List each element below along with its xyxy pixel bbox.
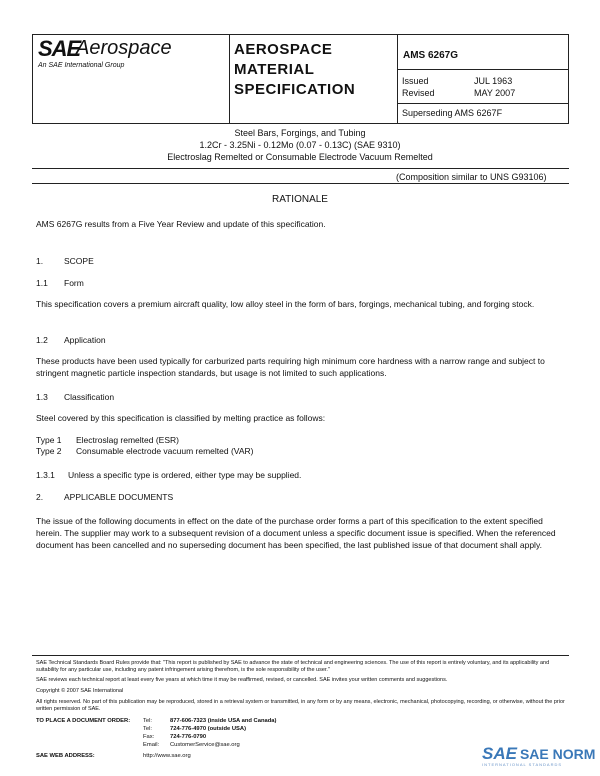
fax-value: 724-776-0790 bbox=[170, 734, 207, 740]
revised-value: MAY 2007 bbox=[474, 88, 516, 98]
issued-label: Issued bbox=[402, 76, 429, 86]
web-label: SAE WEB ADDRESS: bbox=[36, 753, 95, 759]
issued-value: JUL 1963 bbox=[474, 76, 513, 86]
title-line: SPECIFICATION bbox=[234, 81, 356, 98]
logo-subtitle: An SAE International Group bbox=[38, 62, 125, 69]
watermark-norm: SAE NORM bbox=[519, 746, 596, 762]
email-value: CustomerService@sae.org bbox=[170, 742, 240, 748]
tel-label: Tel: bbox=[143, 718, 153, 724]
type-value: Electroslag remelted (ESR) bbox=[76, 435, 179, 445]
sae-logo: SAE bbox=[38, 36, 81, 61]
divider bbox=[32, 183, 569, 184]
divider bbox=[229, 35, 230, 123]
title-line: AEROSPACE bbox=[234, 41, 333, 58]
section-number: 2. bbox=[36, 492, 44, 502]
rationale-text: AMS 6267G results from a Five Year Review and update of this specification. bbox=[36, 219, 326, 229]
superseding-note: Superseding AMS 6267F bbox=[402, 108, 503, 118]
section-title: SCOPE bbox=[64, 256, 94, 266]
subject-line-3: Electroslag Remelted or Consumable Electrode Vacuum Remelted bbox=[167, 152, 433, 162]
section-2-text: The issue of the following documents in effect on the date of the purchase order forms a part of this specification to the extent specified herein. The supplier may work to a subsequent revision of a document unless a specific document issue is specified. When the referenced document has been cancelled and no superseding document has been specified, the last published issue of that document shall apply. bbox=[36, 516, 556, 550]
divider bbox=[32, 168, 569, 169]
section-title: APPLICABLE DOCUMENTS bbox=[64, 492, 174, 502]
footer-rules: SAE Technical Standards Board Rules provide that: "This report is published by SAE to advance the state of technical and engineering sciences. The use of this report is entirely voluntary, and its applicability and suitability for any particular use, including any patent infringement arising therefrom, is the sole responsibility of the user." bbox=[36, 660, 550, 673]
section-1-heading bbox=[36, 256, 94, 266]
type-2-row bbox=[36, 446, 253, 456]
subject-line-2: 1.2Cr - 3.25Ni - 0.12Mo (0.07 - 0.13C) (SAE 9310) bbox=[199, 140, 401, 150]
web-value: http://www.sae.org bbox=[143, 753, 191, 759]
section-1-2-heading bbox=[36, 335, 106, 345]
section-number: 1.2 bbox=[36, 335, 48, 345]
section-1-2-text: These products have been used typically for carburized parts requiring high minimum core hardness with a narrow range and subject to stringent magnetic particle inspection standards, but usage is not limited to such applications. bbox=[36, 356, 545, 378]
footer-divider bbox=[32, 655, 569, 656]
section-title: Application bbox=[64, 335, 106, 345]
section-number: 1.3.1 bbox=[36, 470, 55, 480]
divider bbox=[397, 69, 569, 70]
rationale-heading: RATIONALE bbox=[272, 194, 328, 205]
section-1-1-heading bbox=[36, 278, 84, 288]
watermark-sae: SAE bbox=[482, 744, 517, 763]
document-title bbox=[234, 40, 355, 100]
section-title: Form bbox=[64, 278, 84, 288]
email-label: Email: bbox=[143, 742, 160, 748]
footer-copyright: Copyright © 2007 SAE International bbox=[36, 688, 124, 694]
tel-value: 877-606-7323 (inside USA and Canada) bbox=[170, 718, 277, 724]
type-key: Type 1 bbox=[36, 435, 62, 445]
ams-number: AMS 6267G bbox=[403, 50, 459, 61]
type-value: Consumable electrode vacuum remelted (VAR) bbox=[76, 446, 254, 456]
type-1-row bbox=[36, 435, 179, 445]
order-label: TO PLACE A DOCUMENT ORDER: bbox=[36, 718, 131, 724]
section-number: 1.3 bbox=[36, 392, 48, 402]
section-1-1-text: This specification covers a premium aircraft quality, low alloy steel in the form of bars, forgings, mechanical tubing, and forging stock. bbox=[36, 299, 535, 309]
section-number: 1.1 bbox=[36, 278, 48, 288]
section-1-3-text: Steel covered by this specification is classified by melting practice as follows: bbox=[36, 413, 326, 423]
section-title: Classification bbox=[64, 392, 115, 402]
title-line: MATERIAL bbox=[234, 61, 315, 78]
section-1-3-1 bbox=[36, 470, 301, 480]
fax-label: Fax: bbox=[143, 734, 155, 740]
watermark-subtitle: INTERNATIONAL STANDARDS bbox=[482, 762, 563, 767]
section-2-heading bbox=[36, 492, 173, 502]
divider bbox=[397, 103, 569, 104]
section-text: Unless a specific type is ordered, either type may be supplied. bbox=[68, 470, 302, 480]
divider bbox=[397, 35, 398, 123]
tel2-value: 724-776-4970 (outside USA) bbox=[170, 726, 247, 732]
footer-rights: All rights reserved. No part of this publication may be reproduced, stored in a retrieval system or transmitted, in any form or by any means, electronic, mechanical, photocopying, recording, or otherwise, without the prior written permission of SAE. bbox=[36, 699, 565, 712]
type-key: Type 2 bbox=[36, 446, 62, 456]
aerospace-logo-text: Aerospace bbox=[76, 37, 172, 59]
tel2-label: Tel: bbox=[143, 726, 153, 732]
revised-label: Revised bbox=[402, 88, 435, 98]
watermark-logo bbox=[482, 744, 596, 767]
subject-line-1: Steel Bars, Forgings, and Tubing bbox=[234, 128, 366, 138]
composition-note: (Composition similar to UNS G93106) bbox=[396, 172, 547, 182]
footer-review: SAE reviews each technical report at least every five years at which time it may be reaffirmed, revised, or cancelled. SAE invites your written comments and suggestions. bbox=[36, 677, 448, 683]
section-1-3-heading bbox=[36, 392, 114, 402]
section-number: 1. bbox=[36, 256, 44, 266]
